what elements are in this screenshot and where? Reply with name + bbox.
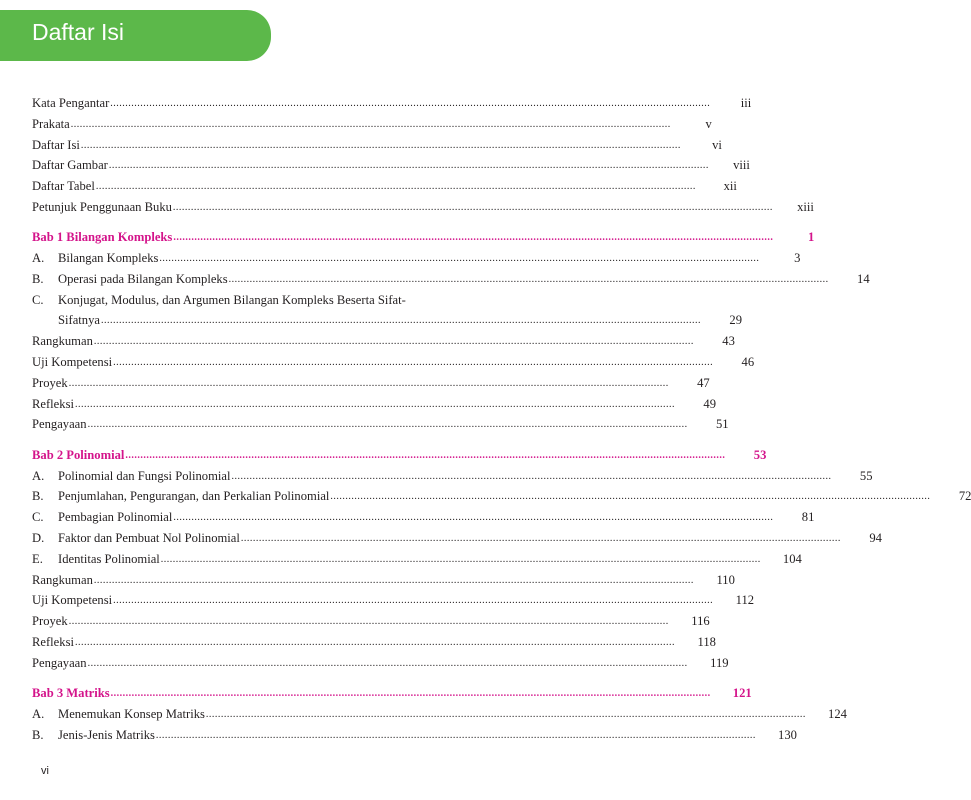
toc-entry-label: Uji Kompetensi <box>32 593 113 608</box>
toc-entry-label: Proyek <box>32 614 68 629</box>
leader-dots: ........................................................................................................................................................................................................ <box>110 98 711 109</box>
section-page: 94 <box>869 530 882 545</box>
chapter-title: Bab 1 Bilangan Kompleks <box>32 230 173 245</box>
leader-dots: ........................................................................................................................................................................................................ <box>160 553 761 565</box>
toc-entry-page: 43 <box>722 334 735 349</box>
section-number: A. <box>32 251 45 266</box>
section-1a[interactable] <box>32 248 801 269</box>
toc-entry-proyek-2[interactable] <box>32 611 710 632</box>
toc-entry-label: Kata Pengantar <box>32 96 110 110</box>
section-number: E. <box>32 551 43 566</box>
toc-entry-page: 46 <box>741 355 755 370</box>
chapter-page: 53 <box>753 447 767 462</box>
toc-entry-page: 49 <box>703 396 716 411</box>
toc-entry-prakata[interactable] <box>32 114 712 135</box>
section-number: C. <box>32 292 44 307</box>
toc-entry-page: xii <box>723 179 737 194</box>
page-title: Daftar Isi <box>32 19 125 45</box>
toc-entry-refleksi-1[interactable] <box>32 394 716 415</box>
leader-dots: ........................................................................................................................................................................................................ <box>155 729 756 741</box>
section-label: Polinomial dan Fungsi Polinomial <box>58 468 231 483</box>
chapter-page: 121 <box>732 686 752 701</box>
toc-entry-label: Refleksi <box>32 634 74 649</box>
leader-dots: ........................................................................................................................................................................................................ <box>110 688 711 700</box>
section-1c-line2[interactable] <box>32 310 742 331</box>
section-2b[interactable] <box>32 486 971 507</box>
toc-entry-daftar-gambar[interactable] <box>32 155 750 176</box>
chapter-page: 1 <box>808 230 815 245</box>
section-number: A. <box>32 468 45 483</box>
toc-entry-pengayaan-2[interactable] <box>32 653 729 674</box>
toc-entry-proyek-1[interactable] <box>32 373 710 394</box>
section-label: Pembagian Polinomial <box>58 510 173 525</box>
leader-dots: ........................................................................................................................................................................................................ <box>68 616 669 628</box>
section-label: Bilangan Kompleks <box>58 251 159 266</box>
toc-entry-label: Petunjuk Penggunaan Buku <box>32 199 172 214</box>
section-3b[interactable] <box>32 725 797 746</box>
section-1b[interactable] <box>32 269 870 290</box>
toc-entry-page: 119 <box>710 655 729 670</box>
header-tab <box>0 10 271 61</box>
toc-entry-label: Prakata <box>32 116 70 131</box>
toc-entry-label: Rangkuman <box>32 334 93 349</box>
section-2e[interactable] <box>32 549 802 570</box>
toc-entry-label: Daftar Gambar <box>32 158 108 173</box>
section-2a[interactable] <box>32 466 873 487</box>
leader-dots: ........................................................................................................................................................................................................ <box>173 232 774 244</box>
section-number: D. <box>32 530 45 545</box>
section-label: Menemukan Konsep Matriks <box>58 706 205 721</box>
leader-dots: ........................................................................................................................................................................................................ <box>113 357 714 369</box>
section-page: 3 <box>794 251 801 266</box>
toc-entry-page: 118 <box>697 634 716 649</box>
table-of-contents <box>32 93 971 745</box>
leader-dots: ........................................................................................................................................................................................................ <box>108 160 709 172</box>
leader-dots: ........................................................................................................................................................................................................ <box>231 470 832 482</box>
toc-entry-label: Daftar Tabel <box>32 179 95 194</box>
section-page: 72 <box>958 489 971 504</box>
section-page: 29 <box>729 313 742 328</box>
toc-entry-uji-kompetensi-2[interactable] <box>32 590 755 611</box>
leader-dots: ........................................................................................................................................................................................................ <box>93 336 694 348</box>
toc-entry-page: v <box>705 116 712 131</box>
section-2c[interactable] <box>32 507 815 528</box>
leader-dots: ........................................................................................................................................................................................................ <box>100 315 701 327</box>
section-label: Jenis-Jenis Matriks <box>58 727 155 742</box>
section-page: 104 <box>782 551 802 566</box>
toc-entry-page: 47 <box>697 375 710 390</box>
toc-entry-refleksi-2[interactable] <box>32 632 716 653</box>
section-1c-line1[interactable] <box>32 290 486 311</box>
toc-entry-rangkuman-1[interactable] <box>32 331 735 352</box>
section-label: Identitas Polinomial <box>58 551 160 566</box>
section-label: Operasi pada Bilangan Kompleks <box>58 271 228 286</box>
leader-dots: ........................................................................................................................................................................................................ <box>80 139 681 151</box>
chapter-3-heading[interactable] <box>32 683 752 704</box>
section-page: 81 <box>801 510 815 525</box>
leader-dots: ........................................................................................................................................................................................................ <box>74 636 675 648</box>
toc-entry-label: Uji Kompetensi <box>32 355 113 370</box>
toc-entry-label: Pengayaan <box>32 655 87 670</box>
leader-dots: ........................................................................................................................................................................................................ <box>125 449 726 461</box>
toc-entry-uji-kompetensi-1[interactable] <box>32 352 755 373</box>
section-number: A. <box>32 706 45 721</box>
toc-entry-kata-pengantar[interactable] <box>32 93 752 114</box>
toc-entry-page: 110 <box>716 572 735 587</box>
leader-dots: ........................................................................................................................................................................................................ <box>74 398 675 410</box>
leader-dots: ........................................................................................................................................................................................................ <box>159 253 760 265</box>
chapter-title: Bab 2 Polinomial <box>32 447 125 462</box>
section-page: 130 <box>778 727 797 742</box>
page-number: vi <box>41 765 49 777</box>
leader-dots: ........................................................................................................................................................................................................ <box>172 201 773 213</box>
leader-dots: ........................................................................................................................................................................................................ <box>87 419 688 431</box>
section-number: B. <box>32 271 44 286</box>
toc-entry-label: Rangkuman <box>32 572 93 587</box>
chapter-3-group <box>32 683 847 745</box>
section-label: Penjumlahan, Pengurangan, dan Perkalian Polinomial <box>58 489 330 504</box>
toc-entry-page: 112 <box>735 593 755 608</box>
section-page: 55 <box>859 468 873 483</box>
leader-dots: ........................................................................................................................................................................................................ <box>70 118 671 130</box>
section-number: B. <box>32 727 44 742</box>
leader-dots: ........................................................................................................................................................................................................ <box>240 532 841 544</box>
toc-entry-label: Daftar Isi <box>32 137 80 152</box>
toc-entry-page: xiii <box>797 199 814 214</box>
leader-dots: ........................................................................................................................................................................................................ <box>228 273 829 285</box>
toc-entry-label: Proyek <box>32 375 68 390</box>
leader-dots: ........................................................................................................................................................................................................ <box>205 708 806 720</box>
chapter-2-group <box>32 445 971 674</box>
toc-entry-petunjuk[interactable] <box>32 197 814 218</box>
section-label: Konjugat, Modulus, dan Argumen Bilangan Kompleks Beserta Sifat- <box>58 292 406 307</box>
leader-dots: ........................................................................................................................................................................................................ <box>113 595 714 607</box>
toc-entry-label: Pengayaan <box>32 417 87 432</box>
section-number: B. <box>32 489 44 504</box>
leader-dots: ........................................................................................................................................................................................................ <box>87 657 688 669</box>
toc-entry-page: viii <box>733 158 750 173</box>
section-label: Faktor dan Pembuat Nol Polinomial <box>58 530 240 545</box>
toc-entry-page: 116 <box>691 614 710 629</box>
toc-entry-daftar-isi[interactable] <box>32 135 722 156</box>
section-page: 14 <box>857 271 870 286</box>
leader-dots: ........................................................................................................................................................................................................ <box>173 512 774 524</box>
chapter-1-group <box>32 227 870 435</box>
chapter-title: Bab 3 Matriks <box>32 686 110 701</box>
toc-entry-label: Refleksi <box>32 396 74 411</box>
leader-dots: ........................................................................................................................................................................................................ <box>330 491 931 503</box>
toc-entry-page: vi <box>712 137 722 152</box>
section-number: C. <box>32 510 44 525</box>
toc-entry-rangkuman-2[interactable] <box>32 570 735 591</box>
section-2d[interactable] <box>32 528 882 549</box>
chapter-2-heading[interactable] <box>32 445 767 466</box>
toc-entry-page: iii <box>740 96 752 110</box>
toc-entry-page: 51 <box>715 417 729 432</box>
leader-dots: ........................................................................................................................................................................................................ <box>93 574 694 586</box>
section-page: 124 <box>828 706 847 721</box>
front-matter-group <box>32 93 814 218</box>
chapter-1-heading[interactable] <box>32 227 815 248</box>
section-label-continued: Sifatnya <box>58 313 100 328</box>
leader-dots: ........................................................................................................................................................................................................ <box>68 377 669 389</box>
leader-dots: ........................................................................................................................................................................................................ <box>95 181 696 193</box>
section-3a[interactable] <box>32 704 847 725</box>
toc-entry-daftar-tabel[interactable] <box>32 176 737 197</box>
toc-entry-pengayaan-1[interactable] <box>32 414 729 435</box>
